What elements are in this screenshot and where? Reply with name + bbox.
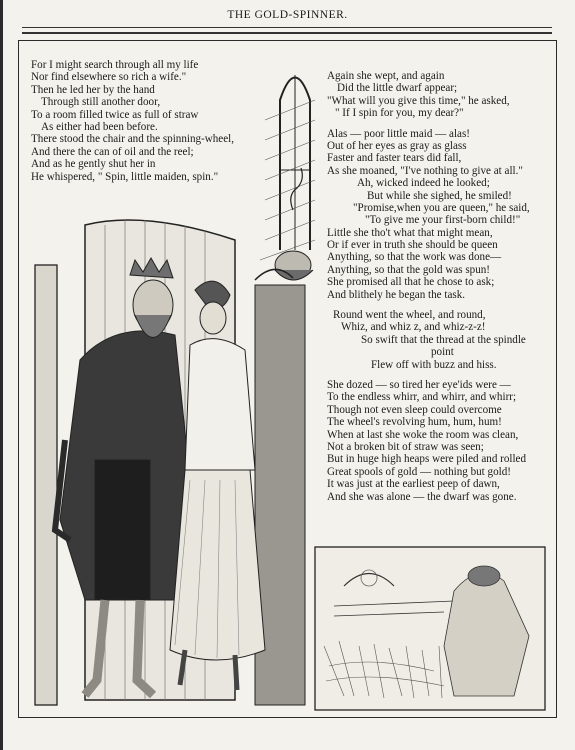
poem-line: Out of her eyes as gray as glass (327, 139, 467, 152)
poem-line: To the endless whirr, and whirr, and whirr; (327, 391, 517, 404)
poem-line: He whispered, " Spin, little maiden, spin." (31, 170, 219, 183)
poem-line: There stood the chair and the spinning-wheel, (31, 133, 235, 146)
poem-line: And there the can of oil and the reel; (31, 145, 194, 158)
poem-line: point (431, 346, 454, 359)
poem-line: " If I spin for you, my dear?" (335, 107, 464, 120)
inset-illustration (314, 546, 546, 711)
poem-line: Not a broken bit of straw was seen; (327, 440, 484, 453)
poem-line: But while she sighed, he smiled! (367, 189, 512, 202)
poem-line: Anything, so that the gold was spun! (327, 263, 491, 276)
poem-line: Anything, so that the work was done— (327, 251, 502, 264)
page-edge (0, 0, 3, 750)
poem-line: Round went the wheel, and round, (333, 309, 486, 322)
poem-line: Or if ever in truth she should be queen (327, 239, 498, 252)
poem-line: Whiz, and whiz z, and whiz-z-z! (341, 321, 486, 334)
poem-line: So swift that the thread at the spindle (361, 333, 526, 346)
poem-line: Nor find elsewhere so rich a wife." (31, 71, 187, 84)
poem-line: Flew off with buzz and hiss. (371, 358, 497, 371)
poem-line: As either had been before. (41, 120, 158, 133)
poem-line: Though not even sleep could overcome (327, 403, 502, 416)
poem-line: Ah, wicked indeed he looked; (357, 177, 490, 190)
poem-line: She promised all that he chose to ask; (327, 276, 495, 289)
poem-right-column (327, 70, 530, 503)
poem-line: She dozed — so tired her eye'ids were — (327, 378, 511, 391)
poem-line: "To give me your first-born child!" (365, 214, 521, 227)
poem-line: But in huge high heaps were piled and rolled (327, 453, 527, 466)
poem-line: And blithely he began the task. (327, 288, 466, 301)
header-rule-double (22, 32, 552, 34)
poem-line: "What will you give this time," he asked, (327, 94, 510, 107)
poem-line: And as he gently shut her in (31, 158, 156, 171)
poem-line: To a room filled twice as full of straw (31, 108, 199, 121)
poem-left-column (31, 59, 234, 183)
stanza-gap (327, 371, 530, 379)
running-title: THE GOLD-SPINNER. (227, 9, 348, 21)
poem-line: "Promise,when you are queen," he said, (353, 201, 530, 214)
poem-line: Then he led her by the hand (31, 83, 155, 96)
poem-line: Great spools of gold — nothing but gold! (327, 465, 511, 478)
poem-line: Little she tho't what that might mean, (327, 226, 493, 239)
poem-line: When at last she woke the room was clean, (327, 428, 519, 441)
poem-line: Through still another door, (41, 96, 161, 109)
poem-line: And she was alone — the dwarf was gone. (327, 490, 517, 503)
poem-line: Alas — poor little maid — alas! (327, 127, 470, 140)
header-rule (22, 27, 552, 28)
stanza-gap (327, 301, 530, 309)
poem-line: The wheel's revolving hum, hum, hum! (327, 416, 502, 429)
poem-line: It was just at the earliest peep of dawn, (327, 478, 500, 491)
poem-line: Again she wept, and again (327, 70, 445, 82)
poem-line: For I might search through all my life (31, 59, 199, 71)
poem-line: As she moaned, "I've nothing to give at all." (327, 164, 523, 177)
stanza-gap (327, 120, 530, 128)
poem-line: Faster and faster tears did fall, (327, 152, 462, 165)
poem-line: Did the little dwarf appear; (337, 82, 458, 95)
